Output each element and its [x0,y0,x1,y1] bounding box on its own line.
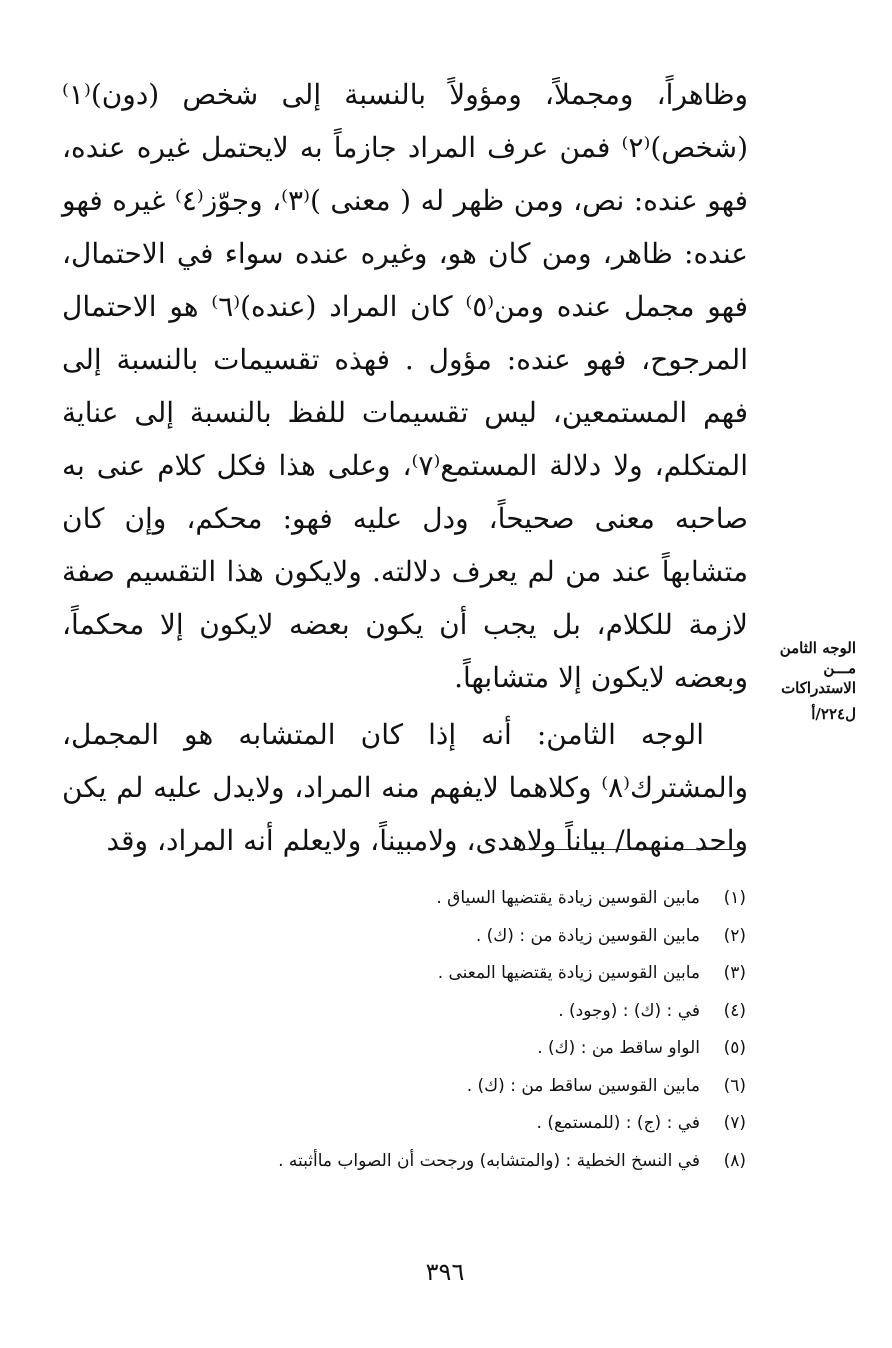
margin-note-folio: ل٢٢٤/أ [811,705,856,723]
footnote-item [150,1068,746,1106]
footnote-item [150,993,746,1031]
margin-note-title: الوجه الثامن [779,639,856,657]
margin-note-source: الاستدراكات [781,679,856,697]
footnote-item [150,1030,746,1068]
margin-note-from: مـــن [823,659,856,677]
footnote-number: (٨) [723,1150,746,1171]
footnote-text: في : (ج) : (للمستمع) . [536,1113,700,1133]
footnote-text: في : (ك) : (وجود) . [558,1000,700,1021]
footnote-item [150,1143,746,1181]
footnote-item [150,918,746,956]
footnote-separator [516,849,738,850]
paragraph-2: الوجه الثامن: أنه إذا كان المتشابه هو المجمل، والمشترك⁽٨⁾ وكلاهما لايفهم منه المراد، ولايدل عليه لم يكن واحد منهما/ بياناً ولاهدى، ولامبيناً، ولايعلم أنه المراد، وقد [62,718,748,857]
footnote-number: (٢) [723,925,746,946]
paragraph-1: وظاهراً، ومجملاً، ومؤولاً بالنسبة إلى شخص (دون)⁽١⁾ (شخص)⁽٢⁾ فمن عرف المراد جازماً به لايحتمل غيره عنده، فهو عنده: نص، ومن ظهر له ( معنى )⁽٣⁾، وجوّز⁽٤⁾ غيره فهو عنده: ظاهر، ومن كان هو، وغيره عنده سواء في الاحتمال، فهو مجمل عنده ومن⁽٥⁾ كان المراد (عنده)⁽٦⁾ هو الاحتمال المرجوح، فهو عنده: مؤول . فهذه تقسيمات بالنسبة إلى فهم المستمعين، ليس تقسيمات للفظ بالنسبة إلى عناية المتكلم، ولا دلالة المستمع⁽٧⁾، وعلى هذا فكل كلام عنى به صاحبه معنى صحيحاً، ودل عليه فهو: محكم، وإن كان متشابهاً عند من لم يعرف دلالته. ولايكون هذا التقسيم صفة لازمة للكلام، بل يجب أن يكون بعضه لايكون إلا محكماً، وبعضه لايكون إلا متشابهاً. [62,78,748,694]
footnote-item [150,1105,746,1143]
footnote-number: (١) [723,888,746,908]
footnote-text: مابين القوسين ساقط من : (ك) . [466,1075,700,1096]
page-number: ٣٩٦ [425,1258,465,1286]
footnote-item [150,955,746,993]
footnote-text: مابين القوسين زيادة من : (ك) . [475,925,700,946]
footnotes [150,880,746,1180]
margin-note [760,635,856,727]
footnote-item [150,880,746,918]
footnote-number: (٦) [723,1075,746,1096]
footnote-text: مابين القوسين زيادة يقتضيها السياق . [436,888,700,908]
main-text [62,68,748,867]
footnote-number: (٣) [723,963,746,983]
footnote-number: (٤) [723,1000,746,1021]
footnote-number: (٧) [723,1113,746,1133]
footnote-text: مابين القوسين زيادة يقتضيها المعنى . [437,963,700,983]
footnote-text: في النسخ الخطية : (والمتشابه) ورجحت أن الصواب ماأثبته . [278,1150,700,1171]
footnote-text: الواو ساقط من : (ك) . [537,1038,700,1058]
footnote-number: (٥) [723,1038,746,1058]
